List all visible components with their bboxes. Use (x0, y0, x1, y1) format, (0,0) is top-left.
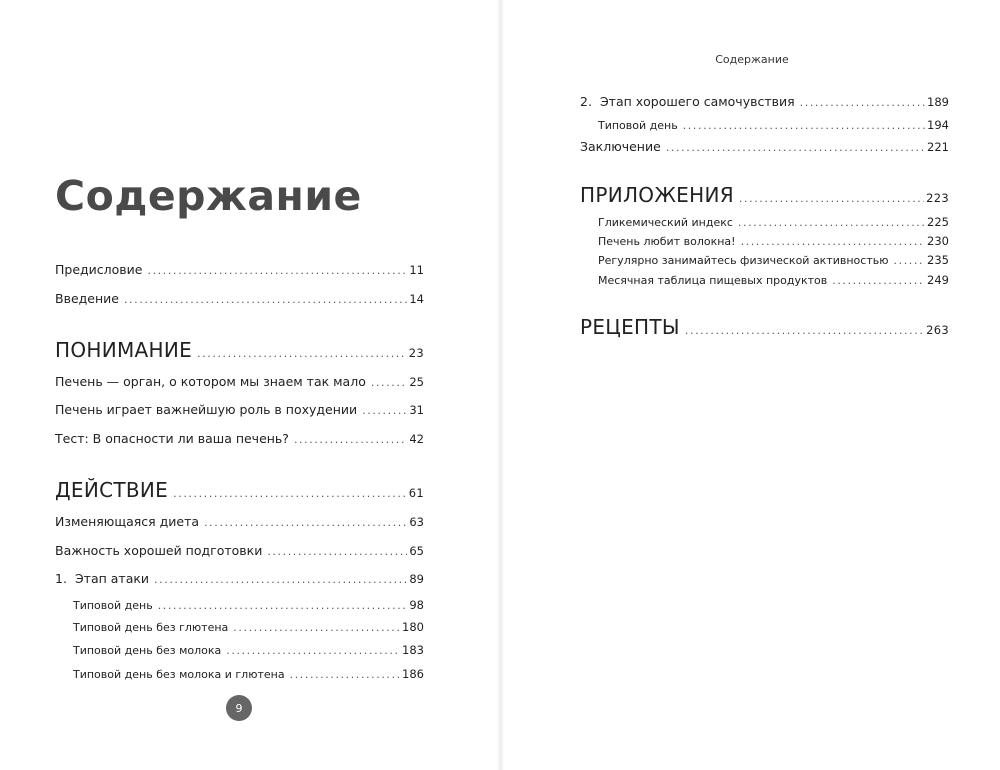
left-page (0, 0, 498, 770)
toc-subentry: Типовой день без молока ..... 183 (73, 643, 424, 657)
toc-subentry: Месячная таблица пищевых продуктов ..... 249 (598, 273, 949, 287)
page-number-badge: 9 (226, 695, 252, 721)
toc-subentry: Печень любит волокна! ..... 230 (598, 234, 949, 248)
toc-entry: Печень — орган, о котором мы знаем так мало ..... 25 (55, 374, 424, 389)
toc-entry: Печень играет важнейшую роль в похудении ..... 31 (55, 402, 424, 417)
toc-subentry: Регулярно занимайтесь физической активностью ..... 235 (598, 253, 949, 267)
toc-subentry: Типовой день без глютена ..... 180 (73, 620, 424, 634)
toc-subentry: Типовой день без молока и глютена ..... 186 (73, 667, 424, 681)
toc-entry: Важность хорошей подготовки ..... 65 (55, 543, 424, 558)
running-head: Содержание (715, 53, 789, 66)
toc-subentry: Типовой день ..... 98 (73, 598, 424, 612)
toc-subentry: Гликемический индекс ..... 225 (598, 215, 949, 229)
toc-section-heading: РЕЦЕПТЫ ..... 263 (580, 315, 949, 339)
toc-entry: Изменяющаяся диета ..... 63 (55, 514, 424, 529)
toc-subentry: Типовой день ..... 194 (598, 118, 949, 132)
toc-entry: Предисловие ..... 11 (55, 262, 424, 277)
toc-section-heading: ДЕЙСТВИЕ ..... 61 (55, 478, 424, 502)
toc-section-heading: ПОНИМАНИЕ ..... 23 (55, 338, 424, 362)
right-page (504, 0, 1000, 770)
toc-stage-entry: 2. Этап хорошего самочувствия ..... 189 (580, 94, 949, 109)
toc-section-heading: ПРИЛОЖЕНИЯ ..... 223 (580, 183, 949, 207)
toc-stage-entry: 1. Этап атаки ..... 89 (55, 571, 424, 586)
toc-entry: Заключение ..... 221 (580, 139, 949, 154)
toc-entry: Введение ..... 14 (55, 291, 424, 306)
toc-title: Содержание (55, 172, 362, 220)
toc-entry: Тест: В опасности ли ваша печень? ..... 42 (55, 431, 424, 446)
